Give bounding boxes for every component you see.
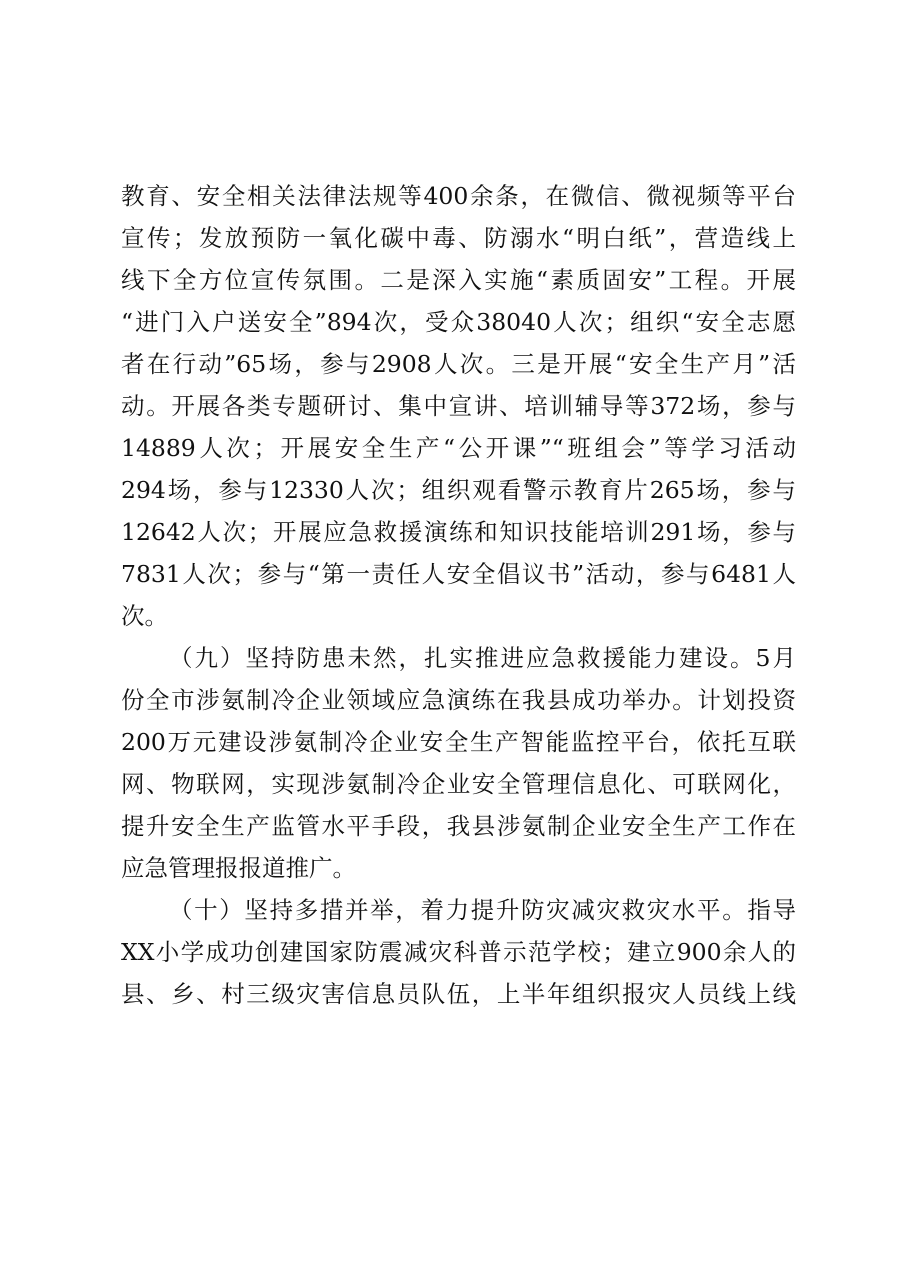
text-line: 次。	[121, 602, 168, 630]
text-line: 294场，参与12330人次；组织观看警示教育片265场，参与	[121, 476, 796, 504]
text-line: 网、物联网，实现涉氨制冷企业安全管理信息化、可联网化，	[121, 770, 796, 798]
text-line: 县、乡、村三级灾害信息员队伍，上半年组织报灾人员线上线	[121, 980, 796, 1008]
text-line: 份全市涉氨制冷企业领域应急演练在我县成功举办。计划投资	[121, 686, 796, 714]
text-line: 7831人次；参与“第一责任人安全倡议书”活动，参与6481人	[121, 560, 796, 588]
text-line: XX小学成功创建国家防震减灾科普示范学校；建立900余人的	[121, 938, 796, 966]
text-line: “进门入户送安全”894次，受众38040人次；组织“安全志愿	[121, 308, 796, 336]
text-line: 教育、安全相关法律法规等400余条，在微信、微视频等平台	[121, 182, 796, 210]
text-line: 提升安全生产监管水平手段，我县涉氨制企业安全生产工作在	[121, 812, 796, 840]
section-heading-line: （十）坚持多措并举，着力提升防灾减灾救灾水平。指导	[169, 896, 796, 924]
text-line: 宣传；发放预防一氧化碳中毒、防溺水“明白纸”，营造线上	[121, 224, 796, 252]
text-line: 应急管理报报道推广。	[121, 854, 356, 882]
text-line: 线下全方位宣传氛围。二是深入实施“素质固安”工程。开展	[121, 266, 796, 294]
text-line: 12642人次；开展应急救援演练和知识技能培训291场，参与	[121, 518, 796, 546]
text-line: 200万元建设涉氨制冷企业安全生产智能监控平台，依托互联	[121, 728, 796, 756]
text-line: 14889人次；开展安全生产“公开课”“班组会”等学习活动	[121, 434, 796, 462]
section-heading-line: （九）坚持防患未然，扎实推进应急救援能力建设。5月	[169, 644, 796, 672]
text-line: 者在行动”65场，参与2908人次。三是开展“安全生产月”活	[121, 350, 796, 378]
text-line: 动。开展各类专题研讨、集中宣讲、培训辅导等372场，参与	[121, 392, 796, 420]
